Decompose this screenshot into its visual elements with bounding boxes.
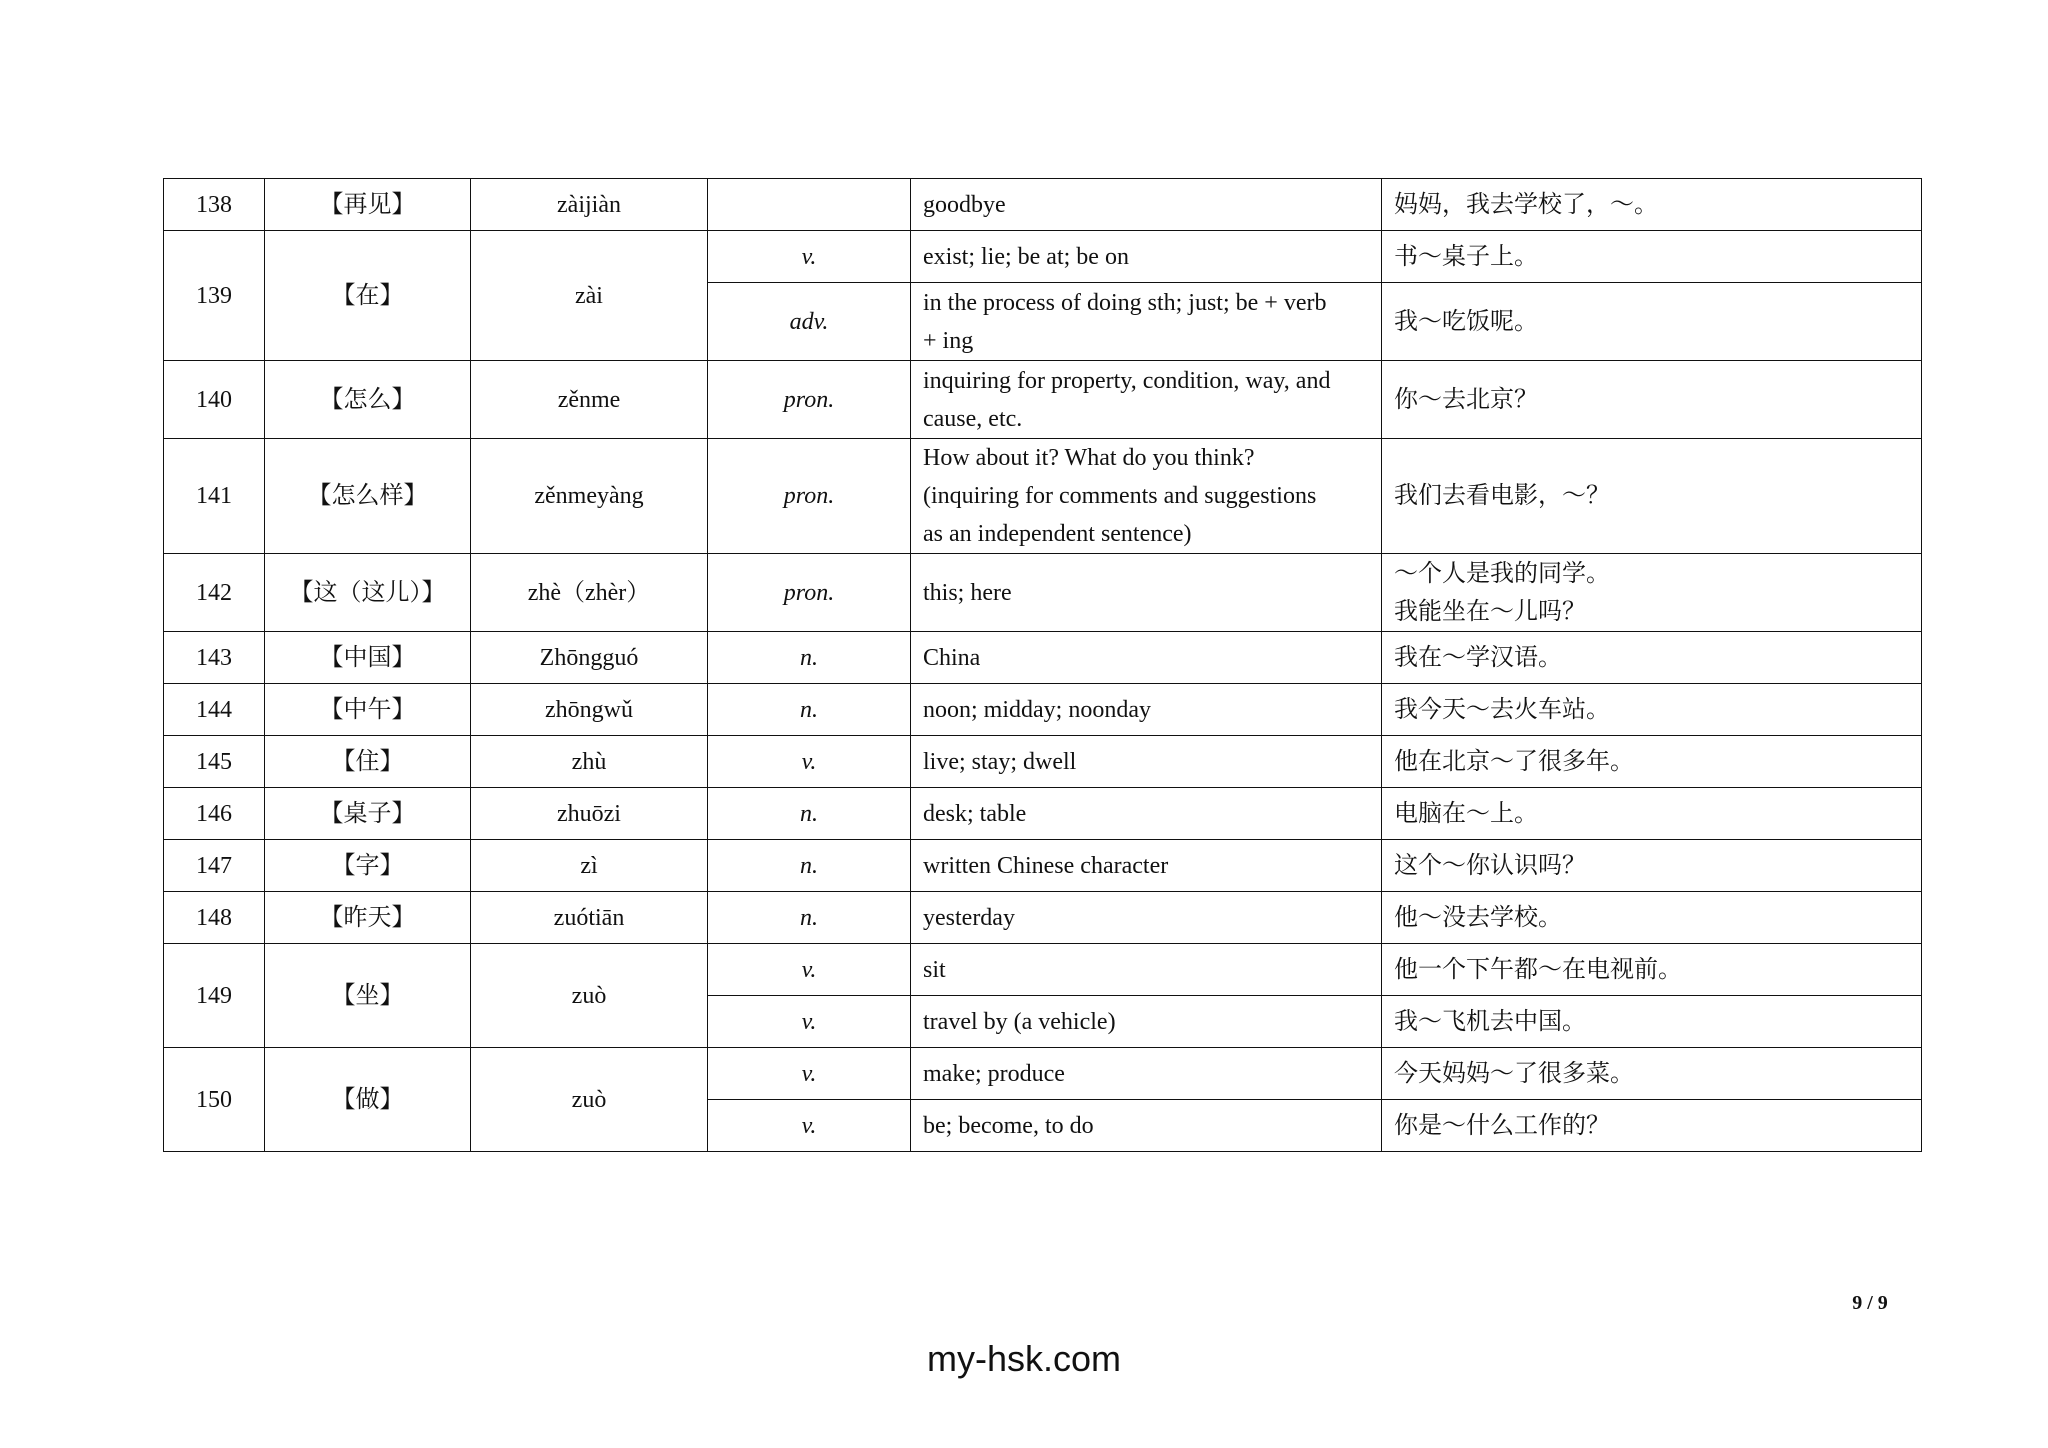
entry-word: 【在】 [265, 231, 471, 361]
entry-pos: n. [708, 840, 911, 892]
entry-definition: live; stay; dwell [911, 736, 1382, 788]
entry-number: 148 [164, 892, 265, 944]
entry-number: 142 [164, 554, 265, 632]
entry-example: 他～没去学校。 [1382, 892, 1922, 944]
entry-pinyin: zhōngwǔ [471, 684, 708, 736]
page-number: 9 / 9 [1852, 1292, 1888, 1314]
entry-definition: China [911, 632, 1382, 684]
entry-word: 【昨天】 [265, 892, 471, 944]
table-row [164, 632, 1922, 684]
vocabulary-table [163, 178, 1922, 1152]
entry-definition: noon; midday; noonday [911, 684, 1382, 736]
entry-word: 【怎么】 [265, 361, 471, 439]
entry-example: 书～桌子上。 [1382, 231, 1922, 283]
entry-word: 【中国】 [265, 632, 471, 684]
entry-definition: goodbye [911, 179, 1382, 231]
table-row [164, 684, 1922, 736]
table-row [164, 944, 1922, 996]
entry-pinyin: zuò [471, 1048, 708, 1152]
entry-number: 147 [164, 840, 265, 892]
table-row [164, 179, 1922, 231]
entry-pos: v. [708, 944, 911, 996]
entry-pinyin: zì [471, 840, 708, 892]
entry-word: 【桌子】 [265, 788, 471, 840]
entry-number: 139 [164, 231, 265, 361]
table-row [164, 892, 1922, 944]
entry-example: 我们去看电影，～？ [1382, 439, 1922, 554]
entry-pos: n. [708, 632, 911, 684]
entry-definition: sit [911, 944, 1382, 996]
entry-pinyin: zài [471, 231, 708, 361]
table-row [164, 840, 1922, 892]
entry-pos: adv. [708, 283, 911, 361]
table-row [164, 788, 1922, 840]
entry-pos: v. [708, 231, 911, 283]
entry-number: 138 [164, 179, 265, 231]
entry-word: 【再见】 [265, 179, 471, 231]
entry-word: 【中午】 [265, 684, 471, 736]
table-row [164, 231, 1922, 283]
entry-definition: written Chinese character [911, 840, 1382, 892]
entry-number: 149 [164, 944, 265, 1048]
entry-number: 141 [164, 439, 265, 554]
entry-pos: n. [708, 892, 911, 944]
entry-number: 143 [164, 632, 265, 684]
entry-number: 140 [164, 361, 265, 439]
entry-definition: this; here [911, 554, 1382, 632]
entry-word: 【坐】 [265, 944, 471, 1048]
entry-pinyin: zěnmeyàng [471, 439, 708, 554]
entry-pos: pron. [708, 361, 911, 439]
entry-number: 144 [164, 684, 265, 736]
table-row [164, 439, 1922, 554]
entry-pos: v. [708, 1048, 911, 1100]
entry-definition: make; produce [911, 1048, 1382, 1100]
entry-pos: n. [708, 684, 911, 736]
entry-definition: How about it? What do you think? (inquiring for comments and suggestions as an independent sentence) [911, 439, 1382, 554]
entry-number: 146 [164, 788, 265, 840]
entry-pinyin: zuò [471, 944, 708, 1048]
entry-pos: pron. [708, 554, 911, 632]
entry-pinyin: zhuōzi [471, 788, 708, 840]
entry-definition: travel by (a vehicle) [911, 996, 1382, 1048]
entry-definition: inquiring for property, condition, way, and cause, etc. [911, 361, 1382, 439]
entry-pinyin: zěnme [471, 361, 708, 439]
entry-definition: be; become, to do [911, 1100, 1382, 1152]
entry-pinyin: zàijiàn [471, 179, 708, 231]
entry-example: 你～去北京？ [1382, 361, 1922, 439]
entry-example: 你是～什么工作的？ [1382, 1100, 1922, 1152]
entry-example: 我～吃饭呢。 [1382, 283, 1922, 361]
table-row [164, 1048, 1922, 1100]
entry-example: 他在北京～了很多年。 [1382, 736, 1922, 788]
entry-pos: v. [708, 996, 911, 1048]
entry-example: 我在～学汉语。 [1382, 632, 1922, 684]
entry-word: 【住】 [265, 736, 471, 788]
entry-pinyin: zuótiān [471, 892, 708, 944]
entry-word: 【怎么样】 [265, 439, 471, 554]
entry-number: 150 [164, 1048, 265, 1152]
entry-pos [708, 179, 911, 231]
entry-example: 这个～你认识吗？ [1382, 840, 1922, 892]
entry-pinyin: zhè（zhèr） [471, 554, 708, 632]
entry-example: 电脑在～上。 [1382, 788, 1922, 840]
footer-site-name: my-hsk.com [926, 1338, 1121, 1379]
entry-word: 【字】 [265, 840, 471, 892]
entry-pinyin: Zhōngguó [471, 632, 708, 684]
entry-example: 他一个下午都～在电视前。 [1382, 944, 1922, 996]
table-row [164, 554, 1922, 632]
entry-word: 【这（这儿）】 [265, 554, 471, 632]
entry-number: 145 [164, 736, 265, 788]
table-row [164, 361, 1922, 439]
entry-pos: n. [708, 788, 911, 840]
entry-pinyin: zhù [471, 736, 708, 788]
table-row [164, 736, 1922, 788]
entry-definition: in the process of doing sth; just; be + verb + ing [911, 283, 1382, 361]
entry-definition: exist; lie; be at; be on [911, 231, 1382, 283]
entry-example: 我今天～去火车站。 [1382, 684, 1922, 736]
entry-word: 【做】 [265, 1048, 471, 1152]
entry-definition: desk; table [911, 788, 1382, 840]
entry-pos: v. [708, 736, 911, 788]
entry-definition: yesterday [911, 892, 1382, 944]
entry-example: 妈妈，我去学校了，～。 [1382, 179, 1922, 231]
entry-example: 今天妈妈～了很多菜。 [1382, 1048, 1922, 1100]
entry-example: 我～飞机去中国。 [1382, 996, 1922, 1048]
entry-pos: pron. [708, 439, 911, 554]
entry-example: ～个人是我的同学。 我能坐在～儿吗？ [1382, 554, 1922, 632]
entry-pos: v. [708, 1100, 911, 1152]
